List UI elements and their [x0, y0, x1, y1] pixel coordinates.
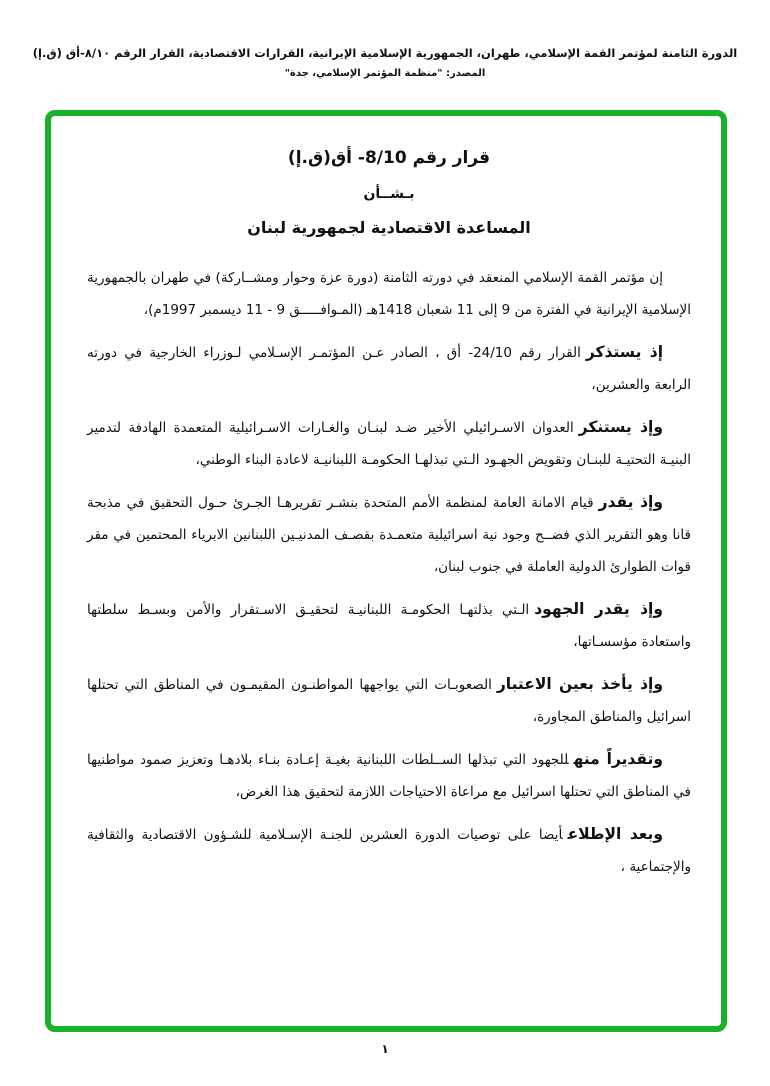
paragraph-appreciating-un-report [87, 486, 691, 583]
paragraph-text: إن مؤتمر القمة الإسلامي المنعقد في دورته الثامنة (دورة عزة وحوار ومشــاركة) في طهران بالجمهورية الإسلامية الإيرانية في الفترة من 9 إلى 11 شعبان 1418هـ (المـوافـــــق 9 - 11 ديسمبر 1997م)، [87, 270, 691, 318]
decision-subject-title: المساعدة الاقتصادية لجمهورية لبنان [247, 218, 531, 237]
paragraph-lead: وإذ يستنكر [578, 418, 664, 436]
paragraph-text: العدوان الاسـرائيلي الأخير ضـد لبنـان والغـارات الاسـرائيلية المتعمدة الهادفة لتدمير البنيـة التحتيـة للبنـان وتقويض الجهـود الـتي تبذلهـا الحكومـة اللبنانيـة لاعادة البناء الوطني، [87, 420, 691, 468]
decision-regarding-label: بـشــأن [363, 186, 415, 202]
paragraph-text: الـتي بذلتهـا الحكومـة اللبنانيـة لتحقيـق الاسـتقرار والأمن وبسـط سلطتها واستعادة مؤسسـاتها، [87, 602, 691, 650]
decision-body [87, 261, 691, 883]
paragraph-lead: وبعد الإطلاع [567, 825, 663, 843]
header-source-line: المصدر: "منظمة المؤتمر الإسلامي، جدة" [284, 68, 486, 79]
decision-number-title: قرار رقم 8/10- أق(ق.إ) [287, 148, 491, 168]
paragraph-appreciating-efforts [87, 593, 691, 658]
paragraph-lead: إذ يستذكر [585, 343, 664, 361]
paragraph-text: للجهود التي تبذلها الســلطات اللبنانية بغيـة إعـادة بنـاء بلادهـا وتعزيز صمود مواطنيها في المناطق التي تحتلها اسرائيل مع مراعاة الاحتياجات اللازمة لتحقيق هذا الغرض، [87, 752, 691, 800]
paragraph-appreciation-authorities [87, 743, 691, 808]
decision-title-block [87, 148, 691, 237]
paragraph-having-reviewed [87, 818, 691, 883]
page-number: ١ [381, 1042, 389, 1056]
paragraph-text: قيام الامانة العامة لمنظمة الأمم المتحدة بنشـر تقريرهـا الجـرئ حـول التحقيق في مذبحة قانا وهو التقرير الذي فضــح وجود نية اسرائيلية متعمـدة بقصـف المدنيـين اللبنانين الابرياء المحتمين في مقر قوات الطوارئ الدولية العاملة في جنوب لبنان، [87, 495, 691, 575]
paragraph-text: أيضا على توصيات الدورة العشرين للجنـة الإسـلامية للشـؤون الاقتصادية والثقافية والإجتماعية ، [87, 827, 691, 875]
paragraph-text: الصعوبـات التي يواجهها المواطنـون المقيمـون في المناطق التي تحتلها اسرائيل والمناطق المجاورة، [87, 677, 691, 725]
paragraph-lead: وإذ يقدر [598, 493, 663, 511]
decision-highlight-border [45, 110, 727, 1032]
header-citation-line: الدورة الثامنة لمؤتمر القمة الإسلامي، طهران، الجمهورية الإسلامية الإيرانية، القرارات الاقتصادية، القرار الرقم ٨/١٠-أق (ق.إ) [32, 46, 738, 60]
paragraph-text: القرار رقم 24/10- أق ، الصادر عـن المؤتمـر الإسـلامي لـوزراء الخارجية في دورته الرابعة والعشرين، [87, 345, 691, 393]
paragraph-preamble [87, 261, 691, 326]
paragraph-lead: وإذ يقدر الجهود [534, 600, 663, 618]
paragraph-lead: وتقديراً منه [573, 750, 663, 768]
paragraph-lead: وإذ يأخذ بعين الاعتبار [496, 675, 663, 693]
paragraph-recalling [87, 336, 691, 401]
document-header [10, 46, 760, 79]
paragraph-denouncing [87, 411, 691, 476]
paragraph-taking-into-account [87, 668, 691, 733]
